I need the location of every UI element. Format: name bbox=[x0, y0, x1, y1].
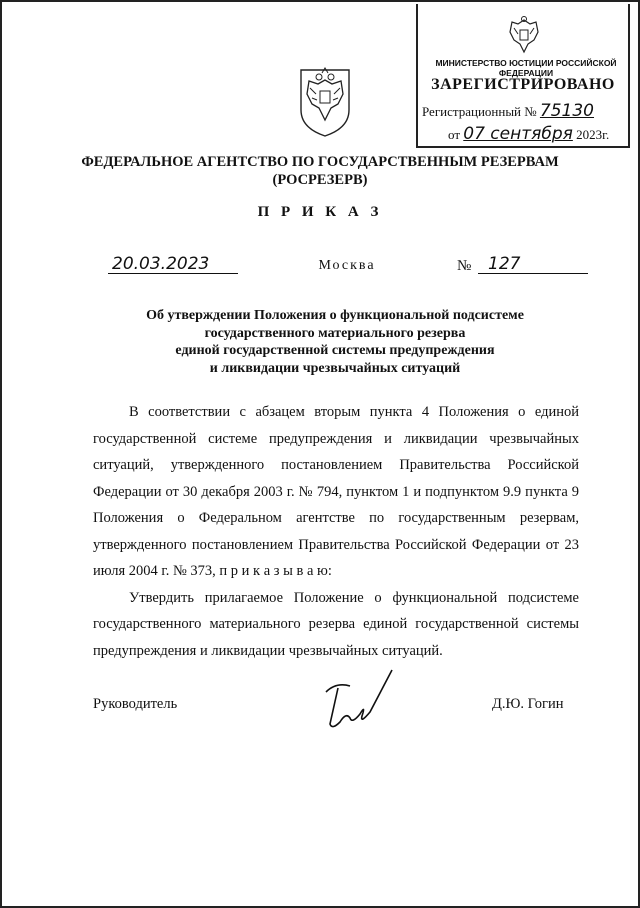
order-number bbox=[478, 253, 588, 274]
coat-of-arms-icon bbox=[504, 14, 544, 58]
subject-line-4: и ликвидации чрезвычайных ситуаций bbox=[209, 360, 461, 376]
coat-of-arms-icon bbox=[297, 64, 353, 138]
stamp-reg-number: 75130 bbox=[539, 101, 595, 121]
stamp-registration-line bbox=[422, 101, 594, 121]
order-subject bbox=[100, 307, 570, 377]
subject-line-2: государственного материального резерва bbox=[204, 325, 466, 341]
agency-line-1: ФЕДЕРАЛЬНОЕ АГЕНТСТВО ПО ГОСУДАРСТВЕННЫМ РЕЗЕРВАМ bbox=[81, 154, 559, 170]
stamp-date-line bbox=[448, 124, 609, 144]
signatory-name: Д.Ю. Гогин bbox=[492, 696, 564, 712]
registration-stamp bbox=[416, 4, 630, 148]
order-title: П Р И К А З bbox=[257, 204, 383, 220]
stamp-date-value: 07 сентября bbox=[463, 124, 573, 144]
body-paragraph-1: В соответствии с абзацем вторым пункта 4 Положения о единой государственной системе предупреждения и ликвидации чрезвычайных ситуаций, утвержденного постановлением Правительства Российской Федерации от 30 декабря 2003 г. № 794, пунктом 1 и подпунктом 9.9 пункта 9 Положения о Федеральном агентстве по государственным резервам, утвержденного постановлением Правительства Российской Федерации от 23 июля 2004 г. № 373, п р и к а з ы в а ю: bbox=[93, 404, 579, 579]
handwritten-signature bbox=[316, 664, 406, 734]
order-city: Москва bbox=[318, 258, 376, 273]
subject-line-1: Об утверждении Положения о функциональной подсистеме bbox=[146, 308, 524, 323]
stamp-date-prefix: от bbox=[448, 127, 461, 142]
stamp-registered: ЗАРЕГИСТРИРОВАНО bbox=[431, 76, 615, 93]
stamp-date-year: 2023г. bbox=[576, 127, 610, 142]
subject-line-3: единой государственной системы предупреждения bbox=[175, 343, 495, 358]
order-number-sign: № bbox=[457, 258, 472, 274]
agency-line-2: (РОСРЕЗЕРВ) bbox=[272, 172, 368, 188]
agency-name bbox=[0, 153, 640, 189]
order-date-value: 20.03.2023 bbox=[112, 254, 210, 274]
signatory-role: Руководитель bbox=[93, 696, 178, 712]
stamp-ministry: МИНИСТЕРСТВО ЮСТИЦИИ РОССИЙСКОЙ ФЕДЕРАЦИИ bbox=[435, 58, 617, 78]
order-body bbox=[93, 399, 579, 664]
order-date bbox=[108, 253, 238, 274]
body-paragraph-2: Утвердить прилагаемое Положение о функциональной подсистеме государственного материального резерва единой государственной системы предупреждения и ликвидации чрезвычайных ситуаций. bbox=[93, 589, 579, 659]
order-number-value: 127 bbox=[488, 254, 521, 274]
stamp-reg-label: Регистрационный № bbox=[422, 104, 537, 119]
